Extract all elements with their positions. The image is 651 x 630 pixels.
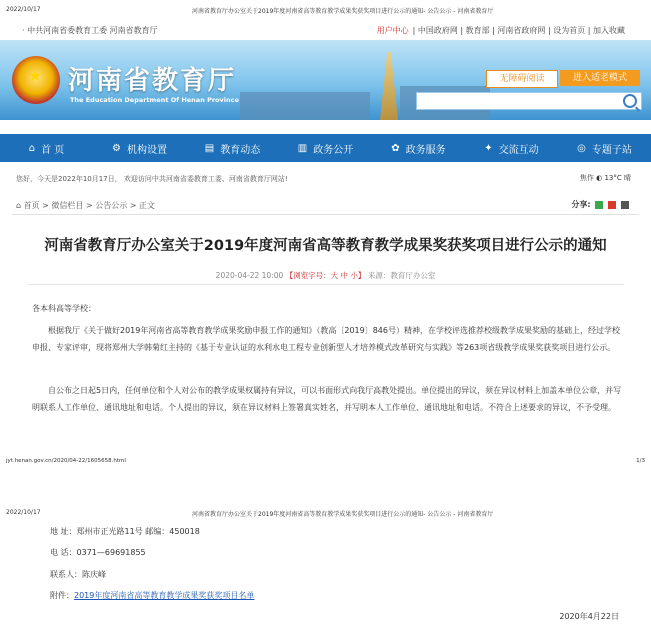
breadcrumb-sep: > [127, 201, 140, 210]
accessible-reading-button[interactable]: 无障碍阅读 [486, 70, 558, 88]
external-links[interactable]: | 中国政府网 | 教育部 | 河南省政府网 | 设为首页 | 加入收藏 [412, 26, 625, 35]
divider [28, 284, 624, 285]
print-date-2: 2022/10/17 [6, 509, 41, 516]
top-links-right [375, 25, 627, 36]
nav-label: 交流互动 [498, 144, 539, 156]
interact-icon: ✦ [484, 142, 493, 154]
home-icon: ⌂ [16, 201, 24, 210]
search-icon[interactable] [623, 94, 637, 108]
address-line: 地 址：郑州市正光路11号 邮编：450018 [50, 527, 200, 536]
breadcrumb [16, 200, 155, 211]
nav-item-news[interactable] [186, 134, 279, 162]
home-icon: ⌂ [28, 142, 36, 154]
search-input[interactable] [416, 92, 642, 110]
sign-date: 2020年4月22日 [559, 612, 619, 621]
user-center-link[interactable]: 用户中心 [376, 26, 409, 35]
attachment-line [50, 590, 254, 601]
page-number: 1/3 [636, 458, 645, 464]
document-icon: ▥ [297, 142, 308, 154]
top-links-bar [0, 20, 651, 40]
breadcrumb-wechat[interactable]: 微信栏目 [51, 201, 84, 210]
top-links-left[interactable]: · 中共河南省委教育工委 河南省教育厅 [22, 26, 158, 35]
breadcrumb-current: 正文 [139, 201, 156, 210]
print-url: jyt.henan.gov.cn/2020/04-22/1605658.html [6, 458, 126, 464]
nav-label: 政务服务 [405, 144, 446, 156]
site-name: 河南省教育厅 [68, 66, 237, 96]
paragraph-1: 根据我厅《关于做好2019年河南省高等教育教学成果奖励申报工作的通知》（教高〔2019〕846号）精神，在学校评选推荐校级教学成果奖励的基础上，经过学校申报、专家评审，现将郑州大学韩菊红主持的《基于专业认证的水利水电工程专业创新型人才培养模式改革研究与实践》等263项省级教学成果奖获奖项目进行公示。 [32, 326, 620, 352]
contact-line: 联系人：陈庆峰 [50, 570, 106, 579]
paragraph-2: 自公布之日起5日内，任何单位和个人对公布的教学成果权属持有异议，可以书面形式向我厅高教处提出。单位提出的异议，须在异议材料上加盖本单位公章，并写明联系人工作单位、通讯地址和电话。个人提出的异议，须在异议材料上签署真实姓名，并写明本人工作单位、通讯地址和电话。不符合上述要求的异议，不予受理。 [32, 386, 622, 412]
nav-item-interact[interactable] [465, 134, 558, 162]
greeting: 各本科高等学校： [32, 304, 96, 313]
nav-item-open-gov[interactable] [279, 134, 372, 162]
welcome-bar [0, 168, 651, 190]
divider [12, 214, 639, 215]
article-title: 河南省教育厅办公室关于2019年度河南省高等教育教学成果奖获奖项目进行公示的通知 [44, 238, 607, 254]
phone-line: 电 话：0371—69691855 [50, 548, 146, 557]
skyline-left [240, 92, 370, 120]
weather-info: 焦作 ◐ 13°C 晴 [579, 174, 631, 182]
elder-mode-button[interactable]: 进入适老模式 [560, 70, 640, 86]
share-bar [571, 199, 629, 210]
nav-label: 教育动态 [220, 144, 261, 156]
print-icon[interactable] [621, 201, 629, 209]
article-source: 来源：教育厅办公室 [367, 271, 436, 280]
news-icon: ▤ [204, 142, 215, 154]
nav-label: 机构设置 [126, 144, 167, 156]
main-nav [0, 134, 651, 162]
nav-label: 政务公开 [313, 144, 354, 156]
weibo-share-icon[interactable] [608, 201, 616, 209]
topic-icon: ◎ [577, 142, 586, 154]
print-date: 2022/10/17 [6, 6, 41, 13]
breadcrumb-notices[interactable]: 公告公示 [95, 201, 128, 210]
nav-item-services[interactable] [372, 134, 465, 162]
site-name-en: The Education Department Of Henan Province [70, 96, 239, 104]
org-icon: ⚙ [112, 142, 121, 154]
nav-label: 专题子站 [591, 144, 632, 156]
welcome-text: 您好，今天是2022年10月17日， 欢迎访问中共河南省委教育工委、河南省教育厅网站! [16, 175, 288, 183]
service-icon: ✿ [391, 142, 400, 154]
nav-item-org[interactable] [93, 134, 186, 162]
attachment-link[interactable]: 2019年度河南省高等教育教学成果奖获奖项目名单 [74, 591, 255, 600]
tower-image [380, 52, 398, 120]
breadcrumb-home[interactable]: 首页 [23, 201, 40, 210]
nav-label: 首 页 [41, 144, 65, 156]
wechat-share-icon[interactable] [595, 201, 603, 209]
print-doc-title-2: 河南省教育厅办公室关于2019年度河南省高等教育教学成果奖获奖项目进行公示的通知- 公告公示 - 河南省教育厅 [192, 511, 494, 518]
nav-item-home[interactable] [0, 134, 93, 162]
print-doc-title: 河南省教育厅办公室关于2019年度河南省高等教育教学成果奖获奖项目进行公示的通知- 公告公示 - 河南省教育厅 [192, 8, 494, 15]
article-meta [0, 270, 651, 281]
national-emblem-icon: ★ [12, 56, 60, 104]
attachment-label: 附件： [50, 591, 74, 600]
share-label: 分享: [571, 200, 591, 209]
font-size-switcher[interactable]: 【浏览字号：大 中 小】 [285, 271, 366, 280]
nav-item-topics[interactable] [558, 134, 651, 162]
article-date: 2020-04-22 10:00 [215, 271, 284, 280]
breadcrumb-sep: > [83, 201, 96, 210]
breadcrumb-sep: > [39, 201, 52, 210]
